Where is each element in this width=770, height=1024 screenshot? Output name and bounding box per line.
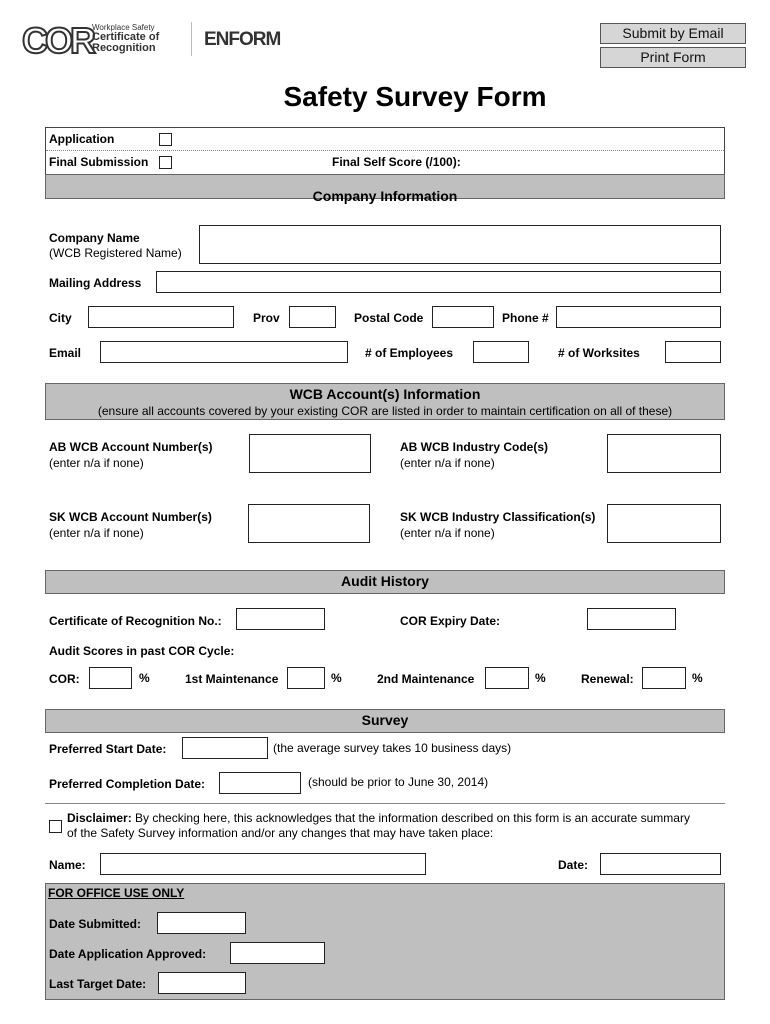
audit-scores-label: Audit Scores in past COR Cycle:	[49, 644, 235, 658]
disclaimer-divider	[45, 803, 725, 804]
completion-date-label: Preferred Completion Date:	[49, 777, 206, 791]
disclaimer-checkbox[interactable]	[49, 820, 62, 833]
completion-date-input[interactable]	[219, 772, 301, 794]
name-label: Name:	[49, 858, 86, 872]
prov-input[interactable]	[289, 306, 336, 328]
worksites-input[interactable]	[665, 341, 721, 363]
survey-heading: Survey	[361, 712, 409, 728]
date-input[interactable]	[600, 853, 721, 875]
print-form-button[interactable]: Print Form	[600, 47, 746, 68]
maintenance1-label: 1st Maintenance	[185, 672, 279, 686]
disclaimer-text	[67, 811, 690, 825]
ab-account-input[interactable]	[249, 434, 371, 473]
maintenance2-input[interactable]	[485, 667, 529, 689]
start-date-label: Preferred Start Date:	[49, 742, 167, 756]
ab-account-label: AB WCB Account Number(s)	[49, 440, 213, 454]
name-input[interactable]	[100, 853, 426, 875]
sk-class-label: SK WCB Industry Classification(s)	[400, 510, 596, 524]
disclaimer-bold: Disclaimer:	[67, 811, 132, 825]
maintenance1-input[interactable]	[287, 667, 325, 689]
cor-logo	[22, 22, 172, 60]
enform-logo: ENFORM	[204, 29, 281, 50]
company-name-input[interactable]	[199, 225, 721, 264]
sk-account-note: (enter n/a if none)	[49, 526, 144, 540]
survey-bar	[45, 709, 725, 733]
application-checkbox[interactable]	[159, 133, 172, 146]
cor-logo-line1: Workplace Safety	[92, 23, 155, 32]
sk-class-input[interactable]	[607, 504, 721, 543]
date-submitted-input[interactable]	[157, 912, 246, 934]
renewal-input[interactable]	[642, 667, 686, 689]
ab-account-note: (enter n/a if none)	[49, 456, 144, 470]
employees-input[interactable]	[473, 341, 529, 363]
office-use-heading: FOR OFFICE USE ONLY	[48, 886, 185, 900]
mailing-address-input[interactable]	[156, 271, 721, 293]
audit-bar	[45, 570, 725, 594]
renewal-label: Renewal:	[581, 672, 634, 686]
phone-input[interactable]	[556, 306, 721, 328]
status-divider	[46, 150, 724, 151]
mailing-address-label: Mailing Address	[49, 276, 142, 290]
date-submitted-label: Date Submitted:	[49, 917, 142, 931]
ab-industry-label: AB WCB Industry Code(s)	[400, 440, 548, 454]
start-date-note: (the average survey takes 10 business days)	[273, 741, 512, 755]
disclaimer-line1: By checking here, this acknowledges that the information described on this form is an accurate summary	[131, 811, 690, 825]
wcb-subheading: (ensure all accounts covered by your existing COR are listed in order to maintain certification on all of these)	[97, 404, 673, 418]
sk-account-label: SK WCB Account Number(s)	[49, 510, 212, 524]
cor-expiry-input[interactable]	[587, 608, 676, 630]
city-input[interactable]	[88, 306, 234, 328]
date-approved-input[interactable]	[230, 942, 325, 964]
postal-code-label: Postal Code	[354, 311, 424, 325]
maintenance2-percent: %	[535, 671, 546, 685]
office-use-panel	[45, 883, 725, 1000]
logo-divider	[191, 22, 192, 56]
maintenance2-label: 2nd Maintenance	[377, 672, 475, 686]
maintenance1-percent: %	[331, 671, 342, 685]
cor-logo-line3: Recognition	[92, 42, 156, 54]
cor-expiry-label: COR Expiry Date:	[400, 614, 501, 628]
company-name-sublabel: (WCB Registered Name)	[49, 246, 182, 260]
cor-percent: %	[139, 671, 150, 685]
sk-account-input[interactable]	[248, 504, 370, 543]
ab-industry-note: (enter n/a if none)	[400, 456, 495, 470]
cor-logo-mark: COR	[22, 20, 93, 61]
audit-heading: Audit History	[341, 573, 429, 589]
start-date-input[interactable]	[182, 737, 268, 759]
cor-score-label: COR:	[49, 672, 80, 686]
last-target-input[interactable]	[158, 972, 246, 994]
company-name-label: Company Name	[49, 231, 140, 245]
cert-number-label: Certificate of Recognition No.:	[49, 614, 222, 628]
final-self-score-label: Final Self Score (/100):	[332, 155, 461, 169]
final-submission-label: Final Submission	[49, 155, 149, 169]
company-info-bar	[45, 174, 725, 204]
date-label: Date:	[558, 858, 589, 872]
sk-class-note: (enter n/a if none)	[400, 526, 495, 540]
ab-industry-input[interactable]	[607, 434, 721, 473]
page-title: Safety Survey Form	[283, 81, 547, 112]
worksites-label: # of Worksites	[558, 346, 640, 360]
wcb-heading: WCB Account(s) Information	[289, 386, 481, 402]
application-label: Application	[49, 132, 115, 146]
phone-label: Phone #	[502, 311, 549, 325]
last-target-label: Last Target Date:	[49, 977, 147, 991]
disclaimer-line2: of the Safety Survey information and/or any changes that may have taken place:	[67, 826, 494, 840]
email-input[interactable]	[100, 341, 348, 363]
completion-date-note: (should be prior to June 30, 2014)	[308, 775, 489, 789]
city-label: City	[49, 311, 72, 325]
wcb-bar	[45, 383, 725, 420]
cert-number-input[interactable]	[236, 608, 325, 630]
submit-by-email-button[interactable]: Submit by Email	[600, 23, 746, 44]
prov-label: Prov	[253, 311, 280, 325]
cor-score-input[interactable]	[89, 667, 132, 689]
renewal-percent: %	[692, 671, 703, 685]
employees-label: # of Employees	[365, 346, 454, 360]
company-info-heading: Company Information	[312, 188, 458, 204]
date-approved-label: Date Application Approved:	[49, 947, 207, 961]
final-submission-checkbox[interactable]	[159, 156, 172, 169]
email-label: Email	[49, 346, 82, 360]
postal-code-input[interactable]	[432, 306, 494, 328]
cor-logo-line2: Certificate of	[92, 31, 160, 43]
